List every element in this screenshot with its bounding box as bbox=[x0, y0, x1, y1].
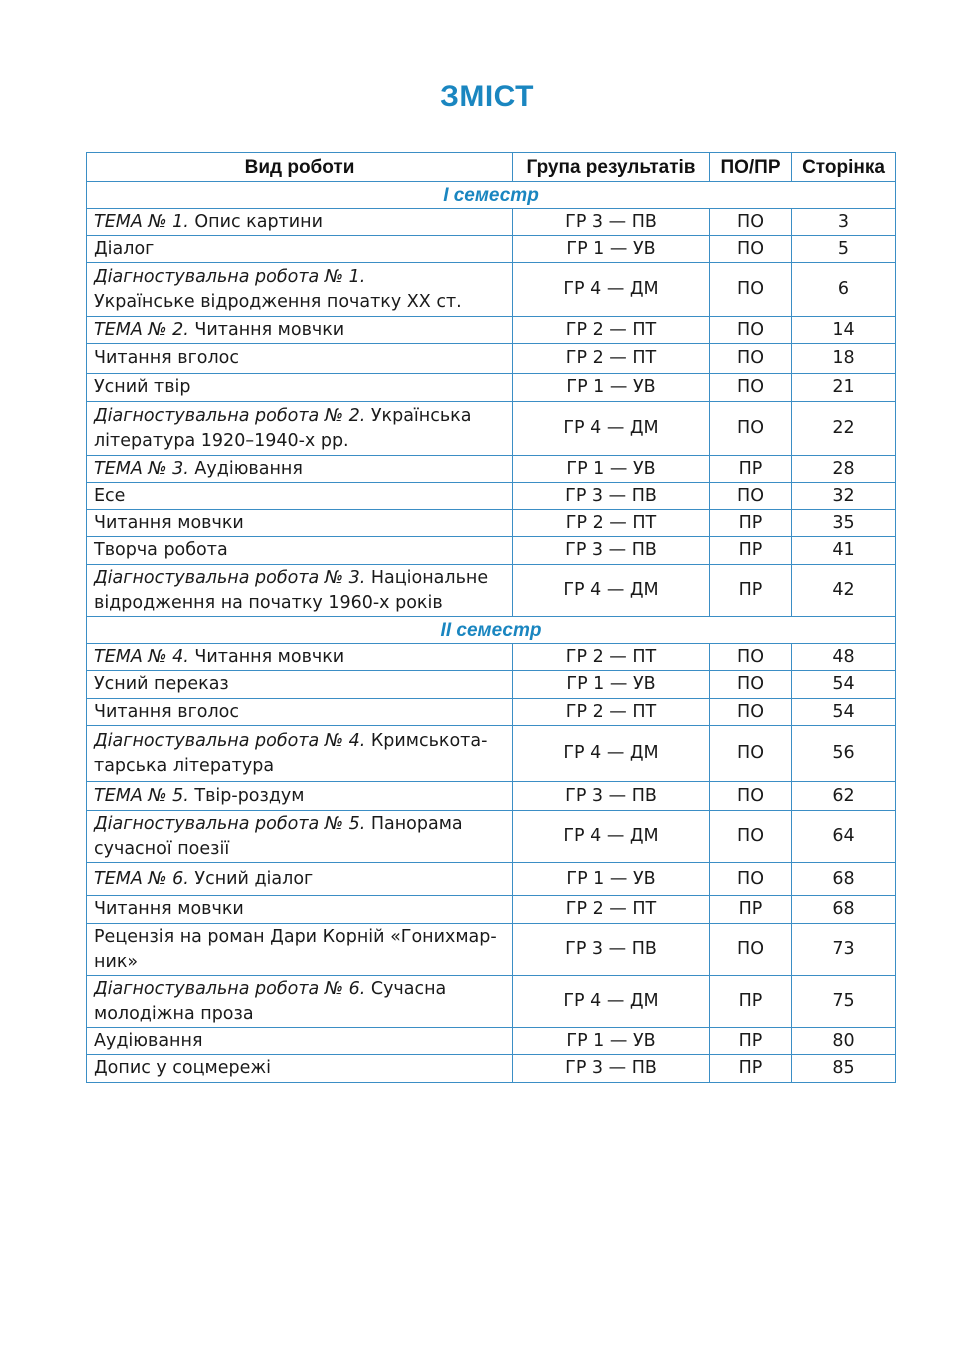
po-pr-cell: ПО bbox=[710, 344, 792, 374]
result-group-cell: ГР 2 — ПТ bbox=[513, 510, 710, 537]
table-row bbox=[87, 924, 896, 976]
work-type-cell: Діагностувальна робота № 4. Кримськота-тарська література bbox=[87, 726, 513, 782]
work-type-italic: Діагностувальна робота № 2. bbox=[94, 405, 366, 426]
page-number-cell: 62 bbox=[792, 782, 896, 811]
page-number-cell: 21 bbox=[792, 374, 896, 402]
po-pr-cell: ПР bbox=[710, 896, 792, 924]
contents-table bbox=[86, 152, 896, 1083]
result-group-cell: ГР 3 — ПВ bbox=[513, 537, 710, 565]
result-group-cell: ГР 4 — ДМ bbox=[513, 565, 710, 617]
result-group-cell: ГР 1 — УВ bbox=[513, 1028, 710, 1055]
page-number-cell: 28 bbox=[792, 456, 896, 483]
page-number-cell: 75 bbox=[792, 976, 896, 1028]
po-pr-cell: ПР bbox=[710, 1028, 792, 1055]
result-group-cell: ГР 2 — ПТ bbox=[513, 644, 710, 671]
table-row bbox=[87, 236, 896, 263]
table-row bbox=[87, 782, 896, 811]
table-row bbox=[87, 456, 896, 483]
work-type-cell: Читання вголос bbox=[87, 699, 513, 726]
table-row bbox=[87, 1028, 896, 1055]
work-type-cell: Діагностувальна робота № 1. Українське відродження початку ХХ ст. bbox=[87, 263, 513, 317]
page-number-cell: 54 bbox=[792, 671, 896, 699]
po-pr-cell: ПО bbox=[710, 374, 792, 402]
table-row bbox=[87, 565, 896, 617]
header-work-type: Вид роботи bbox=[87, 153, 513, 182]
page-number-cell: 3 bbox=[792, 209, 896, 236]
work-type-italic: ТЕМА № 5. bbox=[94, 785, 189, 806]
result-group-cell: ГР 1 — УВ bbox=[513, 374, 710, 402]
work-type-cell: Читання мовчки bbox=[87, 896, 513, 924]
semester-row bbox=[87, 617, 896, 644]
result-group-cell: ГР 1 — УВ bbox=[513, 456, 710, 483]
page-number-cell: 54 bbox=[792, 699, 896, 726]
work-type-cell: Читання мовчки bbox=[87, 510, 513, 537]
table-row bbox=[87, 976, 896, 1028]
table-row bbox=[87, 317, 896, 344]
po-pr-cell: ПО bbox=[710, 726, 792, 782]
po-pr-cell: ПО bbox=[710, 782, 792, 811]
work-type-italic: Діагностувальна робота № 1. bbox=[94, 266, 366, 287]
result-group-cell: ГР 3 — ПВ bbox=[513, 209, 710, 236]
po-pr-cell: ПР bbox=[710, 537, 792, 565]
po-pr-cell: ПО bbox=[710, 317, 792, 344]
po-pr-cell: ПО bbox=[710, 402, 792, 456]
result-group-cell: ГР 1 — УВ bbox=[513, 671, 710, 699]
work-type-cell: Діагностувальна робота № 6. Сучасна молодіжна проза bbox=[87, 976, 513, 1028]
page-number-cell: 35 bbox=[792, 510, 896, 537]
work-type-cell: ТЕМА № 1. Опис картини bbox=[87, 209, 513, 236]
page-number-cell: 41 bbox=[792, 537, 896, 565]
po-pr-cell: ПР bbox=[710, 1055, 792, 1083]
result-group-cell: ГР 2 — ПТ bbox=[513, 317, 710, 344]
page-title: ЗМІСТ bbox=[440, 80, 534, 113]
contents-body bbox=[87, 182, 896, 1083]
po-pr-cell: ПО bbox=[710, 483, 792, 510]
result-group-cell: ГР 3 — ПВ bbox=[513, 782, 710, 811]
page-number-cell: 32 bbox=[792, 483, 896, 510]
table-row bbox=[87, 644, 896, 671]
table-header-row bbox=[87, 153, 896, 182]
page-number-cell: 56 bbox=[792, 726, 896, 782]
table-row bbox=[87, 537, 896, 565]
work-type-cell: Есе bbox=[87, 483, 513, 510]
header-page: Сторінка bbox=[792, 153, 896, 182]
work-type-cell: Творча робота bbox=[87, 537, 513, 565]
po-pr-cell: ПР bbox=[710, 456, 792, 483]
table-row bbox=[87, 374, 896, 402]
po-pr-cell: ПО bbox=[710, 863, 792, 896]
work-type-italic: ТЕМА № 6. bbox=[94, 868, 189, 889]
page-number-cell: 5 bbox=[792, 236, 896, 263]
result-group-cell: ГР 4 — ДМ bbox=[513, 976, 710, 1028]
page-number-cell: 80 bbox=[792, 1028, 896, 1055]
page-number-cell: 68 bbox=[792, 863, 896, 896]
work-type-cell: ТЕМА № 6. Усний діалог bbox=[87, 863, 513, 896]
po-pr-cell: ПО bbox=[710, 263, 792, 317]
table-row bbox=[87, 510, 896, 537]
header-result-group: Група результатів bbox=[513, 153, 710, 182]
work-type-cell: ТЕМА № 4. Читання мовчки bbox=[87, 644, 513, 671]
result-group-cell: ГР 1 — УВ bbox=[513, 236, 710, 263]
work-type-cell: Усний переказ bbox=[87, 671, 513, 699]
table-row bbox=[87, 402, 896, 456]
work-type-cell: Допис у соцмережі bbox=[87, 1055, 513, 1083]
work-type-cell: Діагностувальна робота № 5. Панорама сучасної поезії bbox=[87, 811, 513, 863]
semester-row bbox=[87, 182, 896, 209]
table-row bbox=[87, 344, 896, 374]
work-type-cell: ТЕМА № 3. Аудіювання bbox=[87, 456, 513, 483]
page-number-cell: 48 bbox=[792, 644, 896, 671]
table-row bbox=[87, 863, 896, 896]
table-row bbox=[87, 263, 896, 317]
work-type-italic: Діагностувальна робота № 4. bbox=[94, 730, 366, 751]
work-type-cell: Діалог bbox=[87, 236, 513, 263]
page-number-cell: 18 bbox=[792, 344, 896, 374]
page-number-cell: 68 bbox=[792, 896, 896, 924]
work-type-italic: ТЕМА № 3. bbox=[94, 458, 189, 479]
page-number-cell: 85 bbox=[792, 1055, 896, 1083]
result-group-cell: ГР 3 — ПВ bbox=[513, 1055, 710, 1083]
table-row bbox=[87, 671, 896, 699]
po-pr-cell: ПО bbox=[710, 644, 792, 671]
work-type-italic: ТЕМА № 2. bbox=[94, 319, 189, 340]
po-pr-cell: ПР bbox=[710, 510, 792, 537]
work-type-italic: ТЕМА № 4. bbox=[94, 646, 189, 667]
semester-label: ІІ семестр bbox=[87, 617, 896, 644]
work-type-cell: Читання вголос bbox=[87, 344, 513, 374]
work-type-cell: Аудіювання bbox=[87, 1028, 513, 1055]
table-row bbox=[87, 726, 896, 782]
work-type-cell: Діагностувальна робота № 2. Українська література 1920–1940-х рр. bbox=[87, 402, 513, 456]
work-type-cell: Усний твір bbox=[87, 374, 513, 402]
page-number-cell: 6 bbox=[792, 263, 896, 317]
table-row bbox=[87, 483, 896, 510]
po-pr-cell: ПО bbox=[710, 671, 792, 699]
page-number-cell: 64 bbox=[792, 811, 896, 863]
result-group-cell: ГР 4 — ДМ bbox=[513, 263, 710, 317]
work-type-cell: Діагностувальна робота № 3. Національне відродження на початку 1960-х років bbox=[87, 565, 513, 617]
result-group-cell: ГР 3 — ПВ bbox=[513, 483, 710, 510]
header-po-pr: ПО/ПР bbox=[710, 153, 792, 182]
page-number-cell: 73 bbox=[792, 924, 896, 976]
result-group-cell: ГР 3 — ПВ bbox=[513, 924, 710, 976]
semester-label: І семестр bbox=[87, 182, 896, 209]
result-group-cell: ГР 4 — ДМ bbox=[513, 726, 710, 782]
table-row bbox=[87, 699, 896, 726]
table-row bbox=[87, 209, 896, 236]
po-pr-cell: ПО bbox=[710, 924, 792, 976]
page-number-cell: 14 bbox=[792, 317, 896, 344]
po-pr-cell: ПР bbox=[710, 565, 792, 617]
po-pr-cell: ПО bbox=[710, 209, 792, 236]
result-group-cell: ГР 4 — ДМ bbox=[513, 402, 710, 456]
work-type-cell: ТЕМА № 2. Читання мовчки bbox=[87, 317, 513, 344]
page-number-cell: 42 bbox=[792, 565, 896, 617]
po-pr-cell: ПР bbox=[710, 976, 792, 1028]
work-type-italic: ТЕМА № 1. bbox=[94, 211, 189, 232]
result-group-cell: ГР 4 — ДМ bbox=[513, 811, 710, 863]
po-pr-cell: ПО bbox=[710, 699, 792, 726]
table-row bbox=[87, 896, 896, 924]
result-group-cell: ГР 2 — ПТ bbox=[513, 896, 710, 924]
po-pr-cell: ПО bbox=[710, 811, 792, 863]
work-type-cell: ТЕМА № 5. Твір-роздум bbox=[87, 782, 513, 811]
result-group-cell: ГР 2 — ПТ bbox=[513, 344, 710, 374]
work-type-italic: Діагностувальна робота № 6. bbox=[94, 978, 366, 999]
result-group-cell: ГР 2 — ПТ bbox=[513, 699, 710, 726]
table-row bbox=[87, 1055, 896, 1083]
result-group-cell: ГР 1 — УВ bbox=[513, 863, 710, 896]
table-row bbox=[87, 811, 896, 863]
page-number-cell: 22 bbox=[792, 402, 896, 456]
work-type-italic: Діагностувальна робота № 5. bbox=[94, 813, 366, 834]
po-pr-cell: ПО bbox=[710, 236, 792, 263]
work-type-italic: Діагностувальна робота № 3. bbox=[94, 567, 366, 588]
work-type-cell: Рецензія на роман Дари Корній «Гонихмар-ник» bbox=[87, 924, 513, 976]
